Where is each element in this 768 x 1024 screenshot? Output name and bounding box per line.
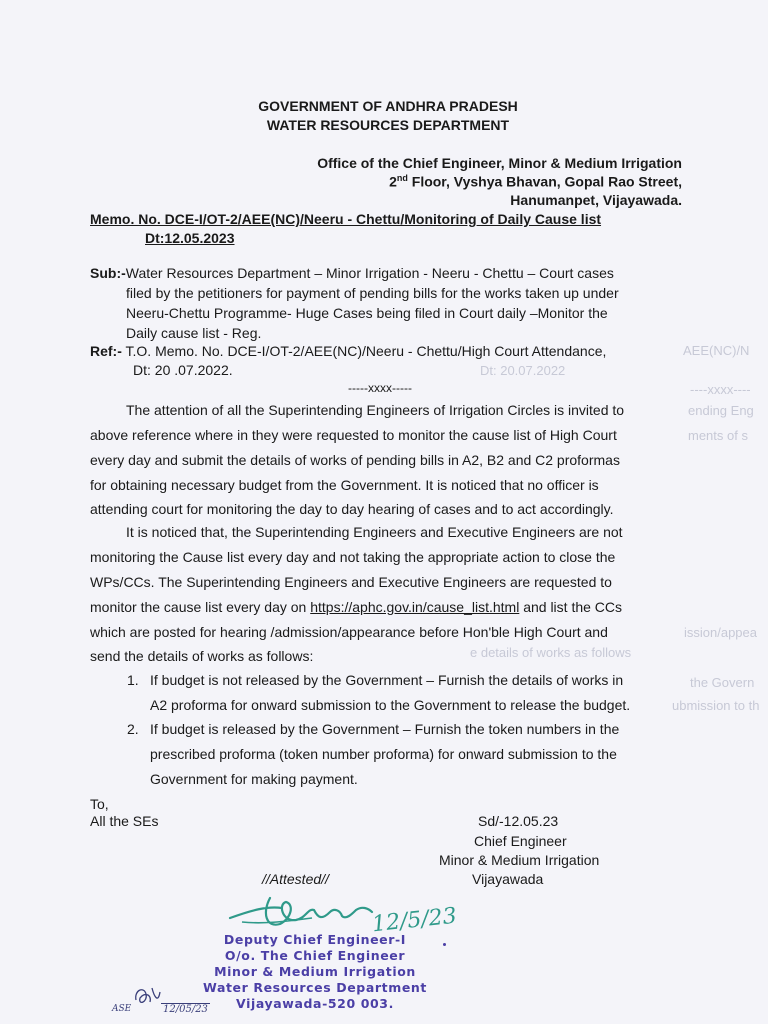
list-item-2-line2: prescribed proforma (token number proforma) for onward submission to the xyxy=(150,746,617,762)
reference-text: T.O. Memo. No. DCE-I/OT-2/AEE(NC)/Neeru - Chettu/High Court Attendance, xyxy=(125,343,607,359)
list-num-2: 2. xyxy=(127,721,139,737)
dept-title: WATER RESOURCES DEPARTMENT xyxy=(266,117,510,133)
stamp-line2: O/o. The Chief Engineer xyxy=(224,948,406,963)
office-line3: Hanumanpet, Vijayawada. xyxy=(510,192,682,208)
para2-line6: send the details of works as follows: xyxy=(90,648,314,664)
para2-line1: It is noticed that, the Superintending Engineers and Executive Engineers are not xyxy=(126,524,623,540)
office-street: Floor, Vyshya Bhavan, Gopal Rao Street, xyxy=(407,173,682,190)
para2-line2: monitoring the Cause list every day and not taking the appropriate action to close the xyxy=(90,549,616,565)
bleed-text: ission/appea xyxy=(684,625,757,640)
subject-text: Water Resources Department – Minor Irrigation - Neeru - Chettu – Court cases xyxy=(125,265,614,281)
memo-number: Memo. No. DCE-I/OT-2/AEE(NC)/Neeru - Chettu/Monitoring of Daily Cause list xyxy=(90,211,602,227)
initials-scribble xyxy=(130,982,164,1012)
subject-line4: Daily cause list - Reg. xyxy=(126,325,262,341)
handwritten-date: 12/5/23 xyxy=(370,903,458,938)
stamp-line1: Deputy Chief Engineer-I xyxy=(223,932,407,947)
para2-line5: which are posted for hearing /admission/appearance before Hon'ble High Court and xyxy=(90,624,608,640)
stamp-line4: Water Resources Department xyxy=(203,980,427,995)
initials-mark: ASE xyxy=(112,1004,132,1014)
list-item-1-line2: A2 proforma for onward submission to the Government to release the budget. xyxy=(150,697,631,713)
para2-line4-post: and list the CCs xyxy=(519,599,623,615)
para2-line4 xyxy=(90,595,622,620)
stamp-line3: Minor & Medium Irrigation xyxy=(214,964,416,979)
office-line1: Office of the Chief Engineer, Minor & Medium Irrigation xyxy=(317,155,682,171)
bleed-text: e details of works as follows xyxy=(470,645,632,660)
office-floor-num: 2 xyxy=(389,173,397,190)
reference-line2: Dt: 20 .07.2022. xyxy=(133,362,233,378)
list-item-1-line1: If budget is not released by the Government – Furnish the details of works in xyxy=(150,672,624,688)
para1-line2: above reference where in they were requested to monitor the cause list of High Court xyxy=(90,427,617,443)
para1-line4: for obtaining necessary budget from the Government. It is noticed that no officer is xyxy=(90,477,599,493)
para1-line1: The attention of all the Superintending Engineers of Irrigation Circles is invited to xyxy=(126,402,625,418)
subject-label: Sub:- xyxy=(90,265,126,281)
initials-date: 12/05/23 xyxy=(163,1004,208,1015)
to-recipient: All the SEs xyxy=(90,813,159,829)
reference-line1 xyxy=(90,341,606,361)
bleed-text: AEE(NC)/N xyxy=(683,343,750,358)
reference-label: Ref:- xyxy=(90,343,122,359)
cause-list-link[interactable]: https://aphc.gov.in/cause_list.html xyxy=(310,599,520,615)
subject-line3: Neeru-Chettu Programme- Huge Cases being filed in Court daily –Monitor the xyxy=(126,305,608,321)
list-num-1: 1. xyxy=(127,672,139,688)
office-line2 xyxy=(389,173,682,190)
office-floor-sup: nd xyxy=(396,173,408,183)
bleed-text: Dt: 20.07.2022 xyxy=(480,363,566,378)
list-item-2-line1: If budget is released by the Government – Furnish the token numbers in the xyxy=(150,721,620,737)
subject-line2: filed by the petitioners for payment of pending bills for the works taken up under xyxy=(126,285,619,301)
separator: -----xxxx----- xyxy=(348,381,412,395)
bleed-text: ending Eng xyxy=(688,403,754,418)
subject-line1 xyxy=(90,263,614,283)
para2-line4-pre: monitor the cause list every day on xyxy=(90,599,311,615)
bleed-text: ----xxxx---- xyxy=(690,382,751,397)
bleed-text: ubmission to th xyxy=(672,698,760,713)
signature-sd: Sd/-12.05.23 xyxy=(478,813,559,829)
govt-title: GOVERNMENT OF ANDHRA PRADESH xyxy=(258,98,518,114)
memo-date: Dt:12.05.2023 xyxy=(145,230,235,246)
para2-line3: WPs/CCs. The Superintending Engineers and Executive Engineers are requested to xyxy=(90,574,612,590)
para1-line3: every day and submit the details of works of pending bills in A2, B2 and C2 proformas xyxy=(90,452,620,468)
to-label: To, xyxy=(90,796,109,812)
stamp-dot xyxy=(443,943,446,946)
list-item-2-line3: Government for making payment. xyxy=(150,771,358,787)
signature-place: Vijayawada xyxy=(472,871,544,887)
signature-designation: Chief Engineer xyxy=(474,833,567,849)
para1-line5: attending court for monitoring the day to day hearing of cases and to act accordingly. xyxy=(90,501,614,517)
bleed-text: the Govern xyxy=(690,675,755,690)
official-stamp xyxy=(180,932,450,1012)
signature-dept: Minor & Medium Irrigation xyxy=(439,852,600,868)
stamp-line5: Vijayawada-520 003. xyxy=(236,996,394,1011)
bleed-text: ments of s xyxy=(688,428,748,443)
attested-label: //Attested// xyxy=(262,871,329,887)
